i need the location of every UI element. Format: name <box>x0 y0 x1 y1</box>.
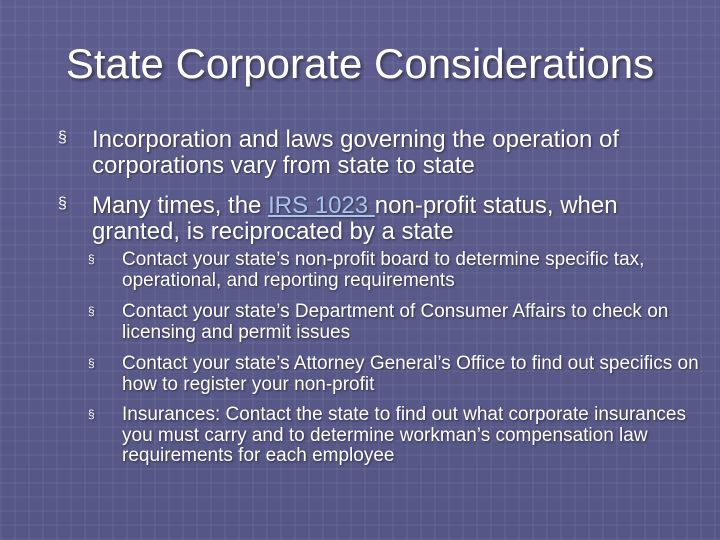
square-bullet-icon: § <box>58 195 67 212</box>
bullet-text: Incorporation and laws governing the operation of corporations vary from state to state <box>92 126 620 179</box>
text-segment: non-profit status, when granted, is reciprocated by a state <box>92 192 618 245</box>
irs-1023-link[interactable]: IRS 1023 <box>268 192 375 219</box>
square-bullet-icon: § <box>88 407 95 421</box>
square-bullet-icon: § <box>88 304 95 318</box>
square-bullet-icon: § <box>88 356 95 370</box>
square-bullet-icon: § <box>58 129 67 146</box>
slide-title: State Corporate Considerations <box>65 40 655 87</box>
text-segment: Many times, the <box>92 192 269 219</box>
sub-bullet-text: Contact your state’s Attorney General’s Office to find out specifics on how to register your non-profit <box>122 353 699 395</box>
sub-bullet-text: Contact your state’s Department of Consumer Affairs to check on licensing and permit issues <box>122 301 669 343</box>
sub-bullet-text: Insurances: Contact the state to find out what corporate insurances you must carry and to determine workman’s compensation law requirements for each employee <box>122 404 686 466</box>
square-bullet-icon: § <box>88 252 95 266</box>
sub-bullet-text: Contact your state’s non-profit board to determine specific tax, operational, and reporting requirements <box>122 249 645 291</box>
bullet-text <box>92 193 712 245</box>
